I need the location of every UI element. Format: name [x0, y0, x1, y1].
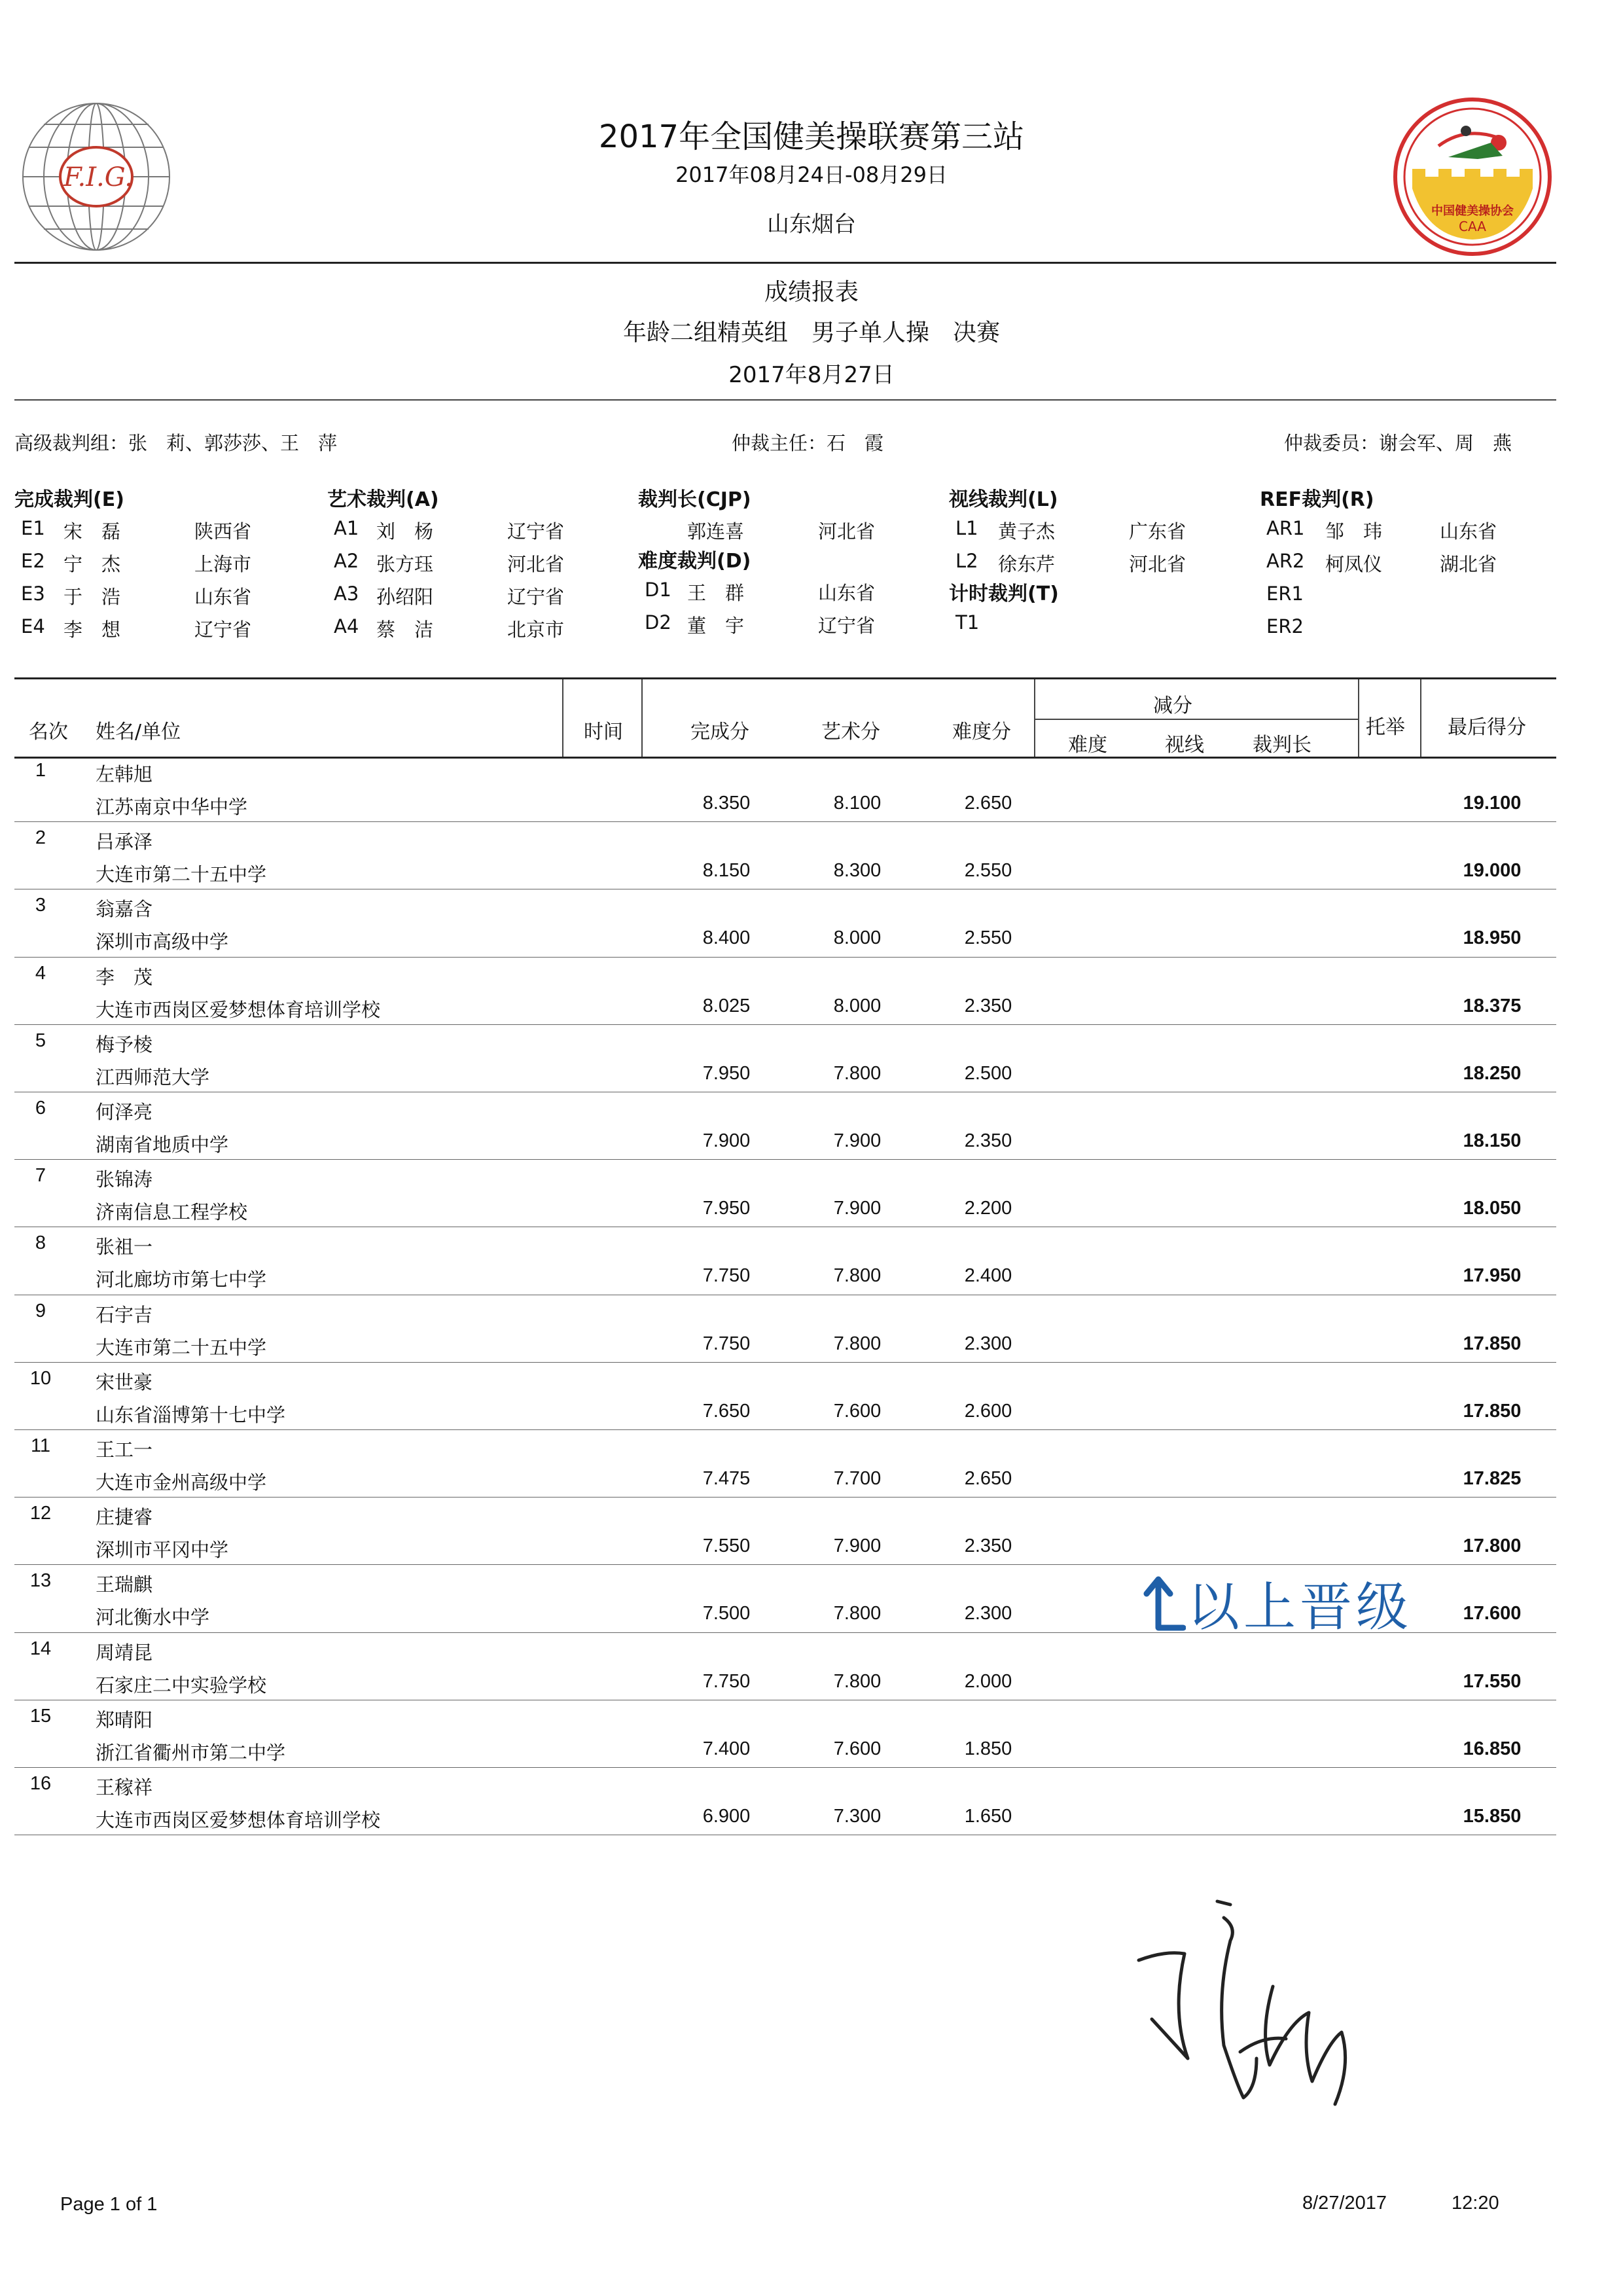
rank-cell: 12	[29, 1503, 52, 1524]
header-ded-cjp: 裁判长	[1253, 734, 1311, 757]
judge-region: 辽宁省	[818, 615, 876, 637]
judge-code: D2	[645, 611, 671, 634]
execution-score: 8.150	[702, 860, 751, 882]
event-location: 山东烟台	[767, 211, 856, 238]
line-judge-row	[949, 545, 1243, 577]
athlete-name: 左韩旭	[96, 763, 153, 785]
athlete-unit: 河北衡水中学	[96, 1606, 210, 1629]
signature	[1126, 1888, 1387, 2124]
final-score: 19.100	[1463, 793, 1522, 814]
judge-name: 王 群	[687, 582, 745, 604]
final-score: 17.600	[1463, 1603, 1522, 1624]
event-dates: 2017年08月24日-08月29日	[675, 162, 948, 187]
header-time: 时间	[584, 721, 623, 744]
judge-name: 蔡 洁	[376, 619, 434, 641]
judge-code: A3	[334, 583, 359, 605]
execution-score: 7.950	[702, 1062, 751, 1084]
table-header	[14, 677, 1556, 759]
table-row	[14, 1633, 1556, 1700]
table-row	[14, 889, 1556, 957]
ref-judge-row	[1260, 577, 1554, 610]
judge-name: 于 浩	[63, 586, 121, 608]
judge-name: 柯凤仪	[1325, 553, 1383, 575]
athlete-unit: 石家庄二中实验学校	[96, 1674, 267, 1696]
artistic-panel-heading: 艺术裁判(A)	[327, 488, 439, 511]
rank-cell: 7	[35, 1165, 46, 1187]
rank-cell: 13	[29, 1570, 52, 1592]
athlete-unit: 大连市第二十五中学	[96, 1336, 267, 1359]
execution-judge-row	[14, 545, 309, 577]
judge-code: AR1	[1266, 517, 1305, 539]
athlete-unit: 济南信息工程学校	[96, 1201, 248, 1224]
judge-region: 广东省	[1129, 520, 1186, 543]
athlete-unit: 深圳市平冈中学	[96, 1539, 229, 1562]
athlete-name: 梅予棱	[96, 1033, 153, 1056]
difficulty-score: 2.350	[964, 995, 1012, 1016]
cjp-panel-heading: 裁判长(CJP)	[638, 488, 751, 511]
report-title: 成绩报表	[764, 279, 859, 306]
rank-cell: 10	[29, 1367, 52, 1389]
artistic-score: 7.600	[833, 1400, 882, 1422]
footer-time: 12:20	[1452, 2193, 1499, 2214]
athlete-unit: 河北廊坊市第七中学	[96, 1268, 267, 1291]
difficulty-score: 1.650	[964, 1806, 1012, 1827]
judge-name: 张方珏	[376, 553, 434, 575]
execution-score: 7.750	[702, 1670, 751, 1692]
execution-panel	[14, 483, 309, 643]
final-score: 15.850	[1463, 1806, 1522, 1827]
difficulty-panel-heading: 难度裁判(D)	[638, 550, 751, 573]
execution-score: 8.400	[702, 927, 751, 949]
difficulty-score: 2.650	[964, 1468, 1012, 1489]
header-divider	[14, 262, 1556, 264]
judge-name: 刘 杨	[376, 520, 434, 543]
difficulty-score: 1.850	[964, 1738, 1012, 1759]
artistic-score: 7.800	[833, 1333, 882, 1354]
execution-score: 7.400	[702, 1738, 751, 1759]
athlete-unit: 江西师范大学	[96, 1066, 210, 1088]
execution-score: 7.475	[702, 1468, 751, 1489]
athlete-unit: 浙江省衢州市第二中学	[96, 1741, 286, 1764]
judge-name: 徐东芹	[998, 553, 1056, 575]
artistic-judge-row	[327, 512, 622, 545]
footer-date: 8/27/2017	[1302, 2193, 1387, 2214]
artistic-score: 7.800	[833, 1062, 882, 1084]
execution-score: 8.025	[702, 995, 751, 1016]
time-panel-heading: 计时裁判(T)	[949, 583, 1059, 605]
judge-code: L2	[955, 550, 978, 572]
table-row	[14, 755, 1556, 822]
artistic-score: 8.000	[833, 995, 882, 1016]
athlete-unit: 江苏南京中华中学	[96, 796, 248, 818]
judge-code: E4	[21, 615, 45, 637]
senior-panel: 高级裁判组：张 莉、郭莎莎、王 萍	[14, 432, 338, 454]
execution-score: 7.500	[702, 1603, 751, 1624]
ref-judge-row	[1260, 512, 1554, 545]
athlete-name: 吕承泽	[96, 831, 153, 853]
difficulty-judge-row	[638, 606, 939, 639]
execution-score: 7.650	[702, 1400, 751, 1422]
table-row	[14, 1295, 1556, 1363]
judge-name: 黄子杰	[998, 520, 1056, 543]
judge-code: D1	[645, 579, 671, 601]
results-table	[14, 677, 1556, 1836]
artistic-score: 8.100	[833, 793, 882, 814]
chief-arbiter: 仲裁主任：石 霞	[732, 432, 884, 454]
final-score: 17.825	[1463, 1468, 1522, 1489]
rank-cell: 6	[35, 1098, 46, 1119]
execution-score: 6.900	[702, 1806, 751, 1827]
difficulty-score: 2.200	[964, 1198, 1012, 1219]
table-row	[14, 1363, 1556, 1430]
caa-logo-text: 中国健美操协会	[1431, 204, 1514, 218]
athlete-name: 王稼祥	[96, 1776, 153, 1799]
athlete-name: 庄捷睿	[96, 1506, 153, 1529]
table-row	[14, 1025, 1556, 1092]
table-row	[14, 1430, 1556, 1498]
judge-name: 李 想	[63, 619, 121, 641]
final-score: 16.850	[1463, 1738, 1522, 1759]
execution-score: 7.950	[702, 1198, 751, 1219]
athlete-name: 张锦涛	[96, 1168, 153, 1191]
final-score: 18.375	[1463, 995, 1522, 1016]
header-execution: 完成分	[690, 721, 749, 744]
execution-judge-row	[14, 512, 309, 545]
difficulty-score: 2.300	[964, 1603, 1012, 1624]
header-difficulty: 难度分	[952, 721, 1011, 744]
athlete-unit: 大连市西岗区爱梦想体育培训学校	[96, 998, 381, 1021]
header-rank: 名次	[29, 721, 68, 744]
final-score: 18.150	[1463, 1130, 1522, 1151]
final-score: 18.250	[1463, 1062, 1522, 1084]
judge-name: 邹 玮	[1325, 520, 1383, 543]
athlete-unit: 大连市金州高级中学	[96, 1471, 267, 1494]
subheader-divider	[14, 399, 1556, 401]
artistic-score: 7.900	[833, 1198, 882, 1219]
difficulty-judge-row	[638, 573, 939, 606]
judge-region: 上海市	[194, 553, 252, 575]
difficulty-score: 2.550	[964, 860, 1012, 882]
rank-cell: 2	[35, 827, 46, 849]
artistic-score: 7.800	[833, 1603, 882, 1624]
table-row	[14, 1768, 1556, 1835]
judge-region: 山东省	[194, 586, 252, 608]
artistic-score: 7.900	[833, 1535, 882, 1557]
table-row	[14, 958, 1556, 1025]
judge-code: T1	[955, 611, 980, 634]
final-score: 17.550	[1463, 1670, 1522, 1692]
judge-region: 山东省	[818, 582, 876, 604]
athlete-name: 王瑞麒	[96, 1573, 153, 1596]
promotion-text: 以上晋级	[1187, 1577, 1412, 1638]
judge-region: 辽宁省	[507, 520, 565, 543]
execution-panel-heading: 完成裁判(E)	[14, 488, 124, 511]
ref-panel	[1260, 483, 1554, 643]
judge-region: 辽宁省	[507, 586, 565, 608]
athlete-name: 翁嘉含	[96, 898, 153, 921]
athlete-unit: 深圳市高级中学	[96, 931, 229, 954]
ref-judge-row	[1260, 545, 1554, 577]
artistic-score: 7.800	[833, 1265, 882, 1287]
judge-name: 董 宇	[687, 615, 745, 637]
execution-score: 8.350	[702, 793, 751, 814]
cjp-name: 郭连喜	[687, 520, 745, 543]
judge-code: E2	[21, 550, 45, 572]
time-judge-row	[949, 606, 1243, 639]
athlete-name: 周靖昆	[96, 1641, 153, 1664]
judge-region: 北京市	[507, 619, 565, 641]
up-arrow-icon	[1140, 1568, 1186, 1636]
artistic-score: 7.800	[833, 1670, 882, 1692]
line-panel-heading: 视线裁判(L)	[949, 488, 1058, 511]
judge-code: E3	[21, 583, 45, 605]
rank-cell: 14	[29, 1638, 52, 1659]
rank-cell: 4	[35, 962, 46, 984]
judge-code: AR2	[1266, 550, 1305, 572]
rank-cell: 11	[30, 1435, 51, 1456]
athlete-unit: 大连市西岗区爱梦想体育培训学校	[96, 1809, 381, 1831]
header-deductions: 减分	[1153, 694, 1192, 717]
judge-region: 辽宁省	[194, 619, 252, 641]
final-score: 17.850	[1463, 1333, 1522, 1354]
artistic-judge-row	[327, 610, 622, 643]
cjp-region: 河北省	[818, 520, 876, 543]
athlete-name: 王工一	[96, 1439, 153, 1461]
table-row	[14, 1092, 1556, 1160]
artistic-score: 7.900	[833, 1130, 882, 1151]
artistic-score: 8.000	[833, 927, 882, 949]
difficulty-score: 2.000	[964, 1670, 1012, 1692]
artistic-score: 7.300	[833, 1806, 882, 1827]
difficulty-score: 2.350	[964, 1535, 1012, 1557]
header-ded-difficulty: 难度	[1068, 734, 1107, 757]
table-row	[14, 822, 1556, 889]
caa-logo-abbr: CAA	[1459, 219, 1486, 234]
final-score: 17.950	[1463, 1265, 1522, 1287]
judge-region: 河北省	[507, 553, 565, 575]
judge-name: 宋 磊	[63, 520, 121, 543]
judge-code: L1	[955, 517, 978, 539]
execution-judge-row	[14, 610, 309, 643]
final-score: 19.000	[1463, 860, 1522, 882]
final-score: 18.950	[1463, 927, 1522, 949]
judge-region: 河北省	[1129, 553, 1186, 575]
cjp-panel	[638, 483, 939, 639]
page-title: 2017年全国健美操联赛第三站	[598, 118, 1025, 155]
line-panel	[949, 483, 1243, 639]
athlete-name: 宋世豪	[96, 1371, 153, 1393]
rank-cell: 1	[35, 760, 46, 781]
table-row	[14, 1700, 1556, 1768]
fig-logo-text: F.I.G.	[63, 162, 133, 192]
artistic-panel	[327, 483, 622, 643]
difficulty-score: 2.500	[964, 1062, 1012, 1084]
rank-cell: 5	[35, 1030, 46, 1051]
judge-region: 陕西省	[194, 520, 252, 543]
judge-name: 宁 杰	[63, 553, 121, 575]
execution-score: 7.550	[702, 1535, 751, 1557]
athlete-unit: 湖南省地质中学	[96, 1134, 229, 1156]
artistic-score: 7.700	[833, 1468, 882, 1489]
ref-judge-row	[1260, 610, 1554, 643]
ref-panel-heading: REF裁判(R)	[1260, 488, 1374, 511]
arbitration-committee: 仲裁委员：谢会军、周 燕	[1284, 432, 1512, 454]
judge-region: 山东省	[1440, 520, 1497, 543]
judge-code: ER1	[1266, 583, 1304, 605]
header-artistic: 艺术分	[821, 721, 880, 744]
rank-cell: 3	[35, 895, 46, 916]
final-score: 17.800	[1463, 1535, 1522, 1557]
event-date: 2017年8月27日	[728, 362, 895, 388]
athlete-name: 石宇吉	[96, 1303, 153, 1326]
athlete-unit: 大连市第二十五中学	[96, 863, 267, 886]
rank-cell: 8	[35, 1232, 46, 1254]
final-score: 18.050	[1463, 1198, 1522, 1219]
difficulty-score: 2.300	[964, 1333, 1012, 1354]
table-row	[14, 1160, 1556, 1227]
execution-score: 7.900	[702, 1130, 751, 1151]
judge-code: A2	[334, 550, 359, 572]
rank-cell: 15	[29, 1705, 52, 1727]
execution-score: 7.750	[702, 1265, 751, 1287]
artistic-score: 7.600	[833, 1738, 882, 1759]
rank-cell: 9	[35, 1300, 46, 1321]
difficulty-score: 2.550	[964, 927, 1012, 949]
artistic-judge-row	[327, 545, 622, 577]
difficulty-score: 2.400	[964, 1265, 1012, 1287]
judge-code: A4	[334, 615, 359, 637]
header-name: 姓名/单位	[96, 721, 181, 744]
judge-code: A1	[334, 517, 359, 539]
rank-cell: 16	[29, 1773, 52, 1794]
header-lift: 托举	[1366, 716, 1405, 739]
line-judge-row	[949, 512, 1243, 545]
table-row	[14, 1498, 1556, 1565]
judge-code: E1	[21, 517, 45, 539]
execution-score: 7.750	[702, 1333, 751, 1354]
header-ded-line: 视线	[1165, 734, 1204, 757]
difficulty-score: 2.350	[964, 1130, 1012, 1151]
athlete-name: 张祖一	[96, 1236, 153, 1259]
judge-code: ER2	[1266, 615, 1304, 637]
athlete-unit: 山东省淄博第十七中学	[96, 1403, 286, 1426]
footer-page: Page 1 of 1	[60, 2194, 158, 2215]
artistic-score: 8.300	[833, 860, 882, 882]
athlete-name: 郑晴阳	[96, 1708, 153, 1731]
event-name: 年龄二组精英组 男子单人操 决赛	[622, 319, 1000, 346]
final-score: 17.850	[1463, 1400, 1522, 1422]
table-row	[14, 1227, 1556, 1295]
athlete-name: 李 茂	[96, 965, 153, 988]
artistic-judge-row	[327, 577, 622, 610]
execution-judge-row	[14, 577, 309, 610]
header-final: 最后得分	[1448, 716, 1526, 739]
judge-region: 湖北省	[1440, 553, 1497, 575]
difficulty-score: 2.600	[964, 1400, 1012, 1422]
athlete-name: 何泽亮	[96, 1101, 153, 1123]
difficulty-score: 2.650	[964, 793, 1012, 814]
judge-name: 孙绍阳	[376, 586, 434, 608]
